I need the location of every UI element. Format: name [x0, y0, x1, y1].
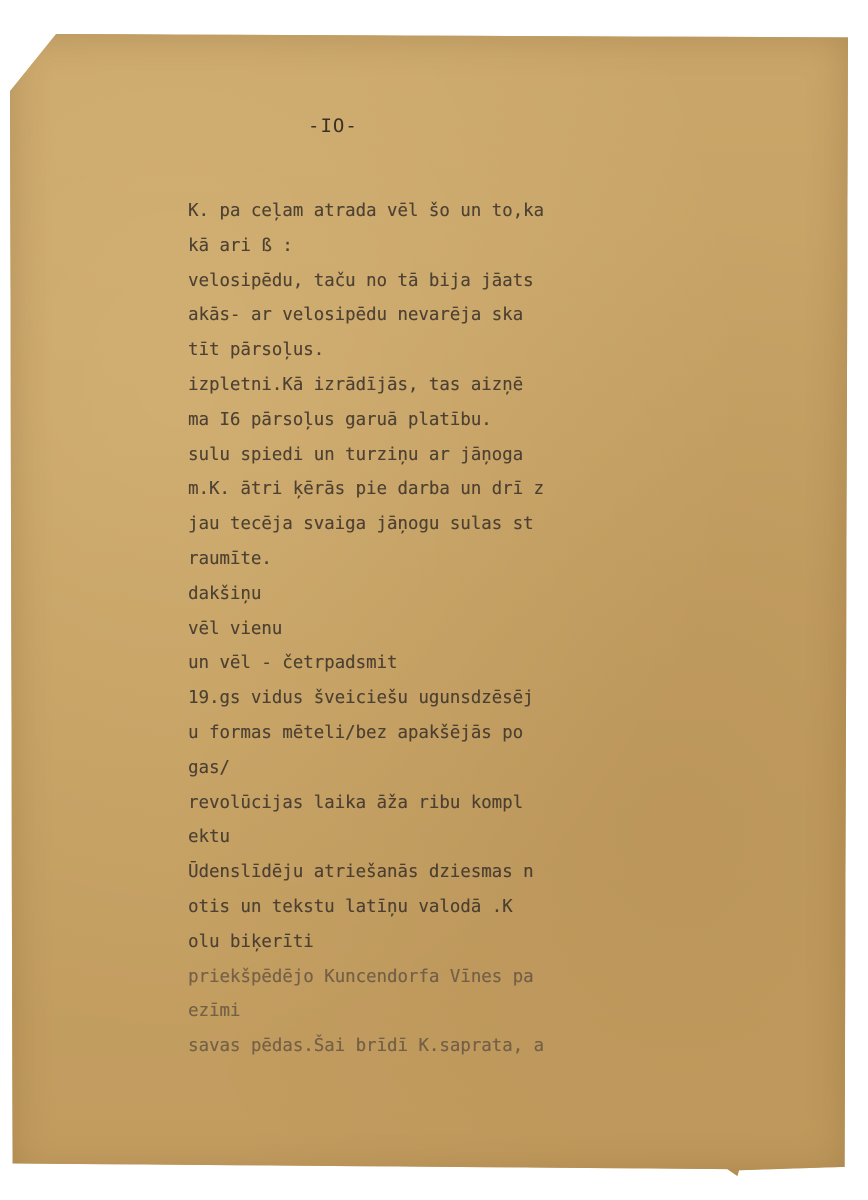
text-line: tīt pārsoļus. — [188, 340, 325, 361]
text-line: velosipēdu, taču no tā bija jāats — [188, 270, 534, 291]
text-line: kā ari ß : — [188, 235, 293, 256]
text-line: savas pēdas.Šai brīdī K.saprata, a — [188, 1036, 544, 1057]
text-line: m.K. ātri ķērās pie darba un drī z — [188, 479, 544, 500]
text-line: olu biķerīti — [188, 931, 314, 952]
text-line: raumīte. — [188, 548, 272, 569]
text-line: Ūdenslīdēju atriešanās dziesmas n — [188, 862, 534, 883]
text-line: ma I6 pārsoļus garuā platību. — [188, 409, 492, 430]
text-line: revolūcijas laika āža ribu kompl — [188, 792, 524, 813]
typewritten-text — [188, 194, 668, 1064]
text-line: K. pa ceļam atrada vēl šo un to,ka — [188, 201, 544, 221]
text-line: u formas mēteli/bez apakšējās po — [188, 722, 524, 743]
text-line: jau tecēja svaiga jāņogu sulas st — [188, 514, 534, 535]
text-line: ezīmi — [188, 1001, 241, 1022]
text-line: otis un tekstu latīņu valodā .K — [188, 896, 513, 917]
text-line: priekšpēdējo Kuncendorfa Vīnes pa — [188, 966, 534, 987]
page-number: -IO- — [308, 115, 358, 137]
text-line: un vēl - četrpadsmit — [188, 653, 398, 674]
text-line: ektu — [188, 827, 230, 848]
text-line: gas/ — [188, 757, 230, 778]
text-line: dakšiņu — [188, 583, 262, 604]
text-line: sulu spiedi un turziņu ar jāņoga — [188, 444, 524, 465]
text-line: akās- ar velosipēdu nevarēja ska — [188, 305, 524, 326]
text-line: vēl vienu — [188, 618, 283, 639]
text-line: izpletni.Kā izrādījās, tas aizņē — [188, 374, 524, 395]
text-line: 19.gs vidus šveiciešu ugunsdzēsēj — [188, 688, 534, 709]
